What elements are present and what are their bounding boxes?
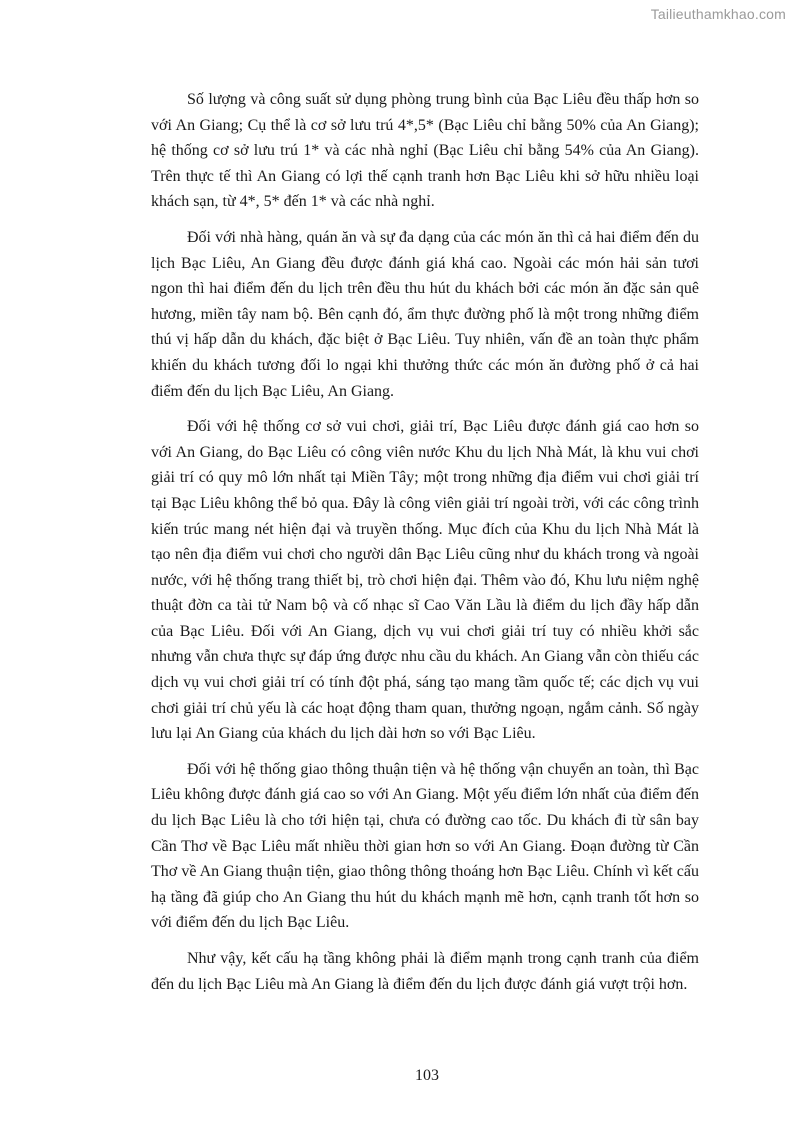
page-body <box>151 87 699 1007</box>
paragraph: Số lượng và công suất sử dụng phòng trung bình của Bạc Liêu đều thấp hơn so với An Giang; Cụ thể là cơ sở lưu trú 4*,5* (Bạc Liêu chỉ bằng 50% của An Giang); hệ thống cơ sở lưu trú 1* và các nhà nghỉ (Bạc Liêu chỉ bằng 54% của An Giang). Trên thực tế thì An Giang có lợi thế cạnh tranh hơn Bạc Liêu khi sở hữu nhiều loại khách sạn, từ 4*, 5* đến 1* và các nhà nghỉ. <box>151 91 699 211</box>
paragraph: Đối với hệ thống giao thông thuận tiện và hệ thống vận chuyển an toàn, thì Bạc Liêu không được đánh giá cao so với An Giang. Một yếu điểm lớn nhất của điểm đến du lịch Bạc Liêu là cho tới hiện tại, chưa có đường cao tốc. Du khách đi từ sân bay Cần Thơ về Bạc Liêu mất nhiều thời gian hơn so với An Giang. Đoạn đường từ Cần Thơ về An Giang thuận tiện, giao thông thông thoáng hơn Bạc Liêu. Chính vì kết cấu hạ tầng đã giúp cho An Giang thu hút du khách mạnh mẽ hơn, cạnh tranh tốt hơn so với điểm đến du lịch Bạc Liêu. <box>151 760 699 932</box>
paragraph: Đối với hệ thống cơ sở vui chơi, giải trí, Bạc Liêu được đánh giá cao hơn so với An Giang, do Bạc Liêu có công viên nước Khu du lịch Nhà Mát, là khu vui chơi giải trí có quy mô lớn nhất tại Miền Tây; một trong những địa điểm vui chơi giải trí tại Bạc Liêu không thể bỏ qua. Đây là công viên giải trí ngoài trời, với các công trình kiến trúc mang nét hiện đại và truyền thống. Mục đích của Khu du lịch Nhà Mát là tạo nên địa điểm vui chơi cho người dân Bạc Liêu cũng như du khách trong và ngoài nước, với hệ thống trang thiết bị, trò chơi hiện đại. Thêm vào đó, Khu lưu niệm nghệ thuật đờn ca tài tử Nam bộ và cố nhạc sĩ Cao Văn Lầu là điểm du lịch đầy hấp dẫn của Bạc Liêu. Đối với An Giang, dịch vụ vui chơi giải trí tuy có nhiều khởi sắc nhưng vẫn chưa thực sự đáp ứng được nhu cầu du khách. An Giang vẫn còn thiếu các dịch vụ vui chơi giải trí có tính đột phá, sáng tạo mang tầm quốc tế; các dịch vụ vui chơi giải trí chủ yếu là các hoạt động tham quan, thưởng ngoạn, ngắm cảnh. Số ngày lưu lại An Giang của khách du lịch dài hơn so với Bạc Liêu. <box>151 418 699 743</box>
watermark: Tailieuthamkhao.com <box>650 6 786 22</box>
paragraph: Đối với nhà hàng, quán ăn và sự đa dạng của các món ăn thì cả hai điểm đến du lịch Bạc Liêu, An Giang đều được đánh giá khá cao. Ngoài các món hải sản tươi ngon thì hai điểm đến du lịch trên đều thu hút du khách bởi các món ăn đặc sản quê hương, miền tây nam bộ. Bên cạnh đó, ẩm thực đường phố là một trong những điểm thú vị hấp dẫn du khách, đặc biệt ở Bạc Liêu. Tuy nhiên, vấn đề an toàn thực phẩm khiến du khách tương đối lo ngại khi thưởng thức các món ăn đường phố ở cả hai điểm đến du lịch Bạc Liêu, An Giang. <box>151 228 699 400</box>
paragraph: Như vậy, kết cấu hạ tầng không phải là điểm mạnh trong cạnh tranh của điểm đến du lịch Bạc Liêu mà An Giang là điểm đến du lịch được đánh giá vượt trội hơn. <box>151 950 699 993</box>
page-number: 103 <box>415 1067 439 1084</box>
